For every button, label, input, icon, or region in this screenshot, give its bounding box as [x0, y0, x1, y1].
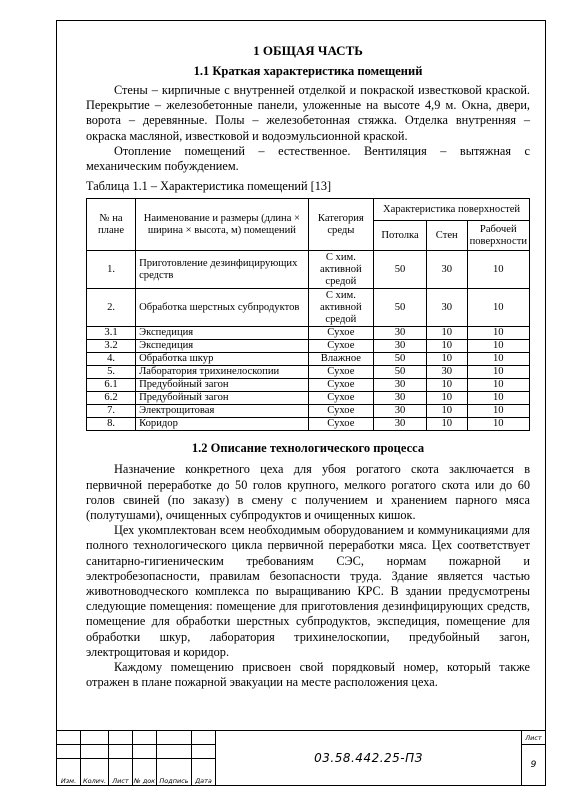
cell-num: 3.1 — [87, 327, 136, 340]
cell-name: Приготовление дезинфицирующих средств — [136, 251, 309, 289]
cell-category: Сухое — [308, 392, 373, 405]
col-header-name: Наименование и размеры (длина × ширина × высота, м) помещений — [136, 199, 309, 251]
cell-category: Сухое — [308, 327, 373, 340]
table-row — [87, 289, 530, 327]
cell-work-surface: 10 — [467, 353, 529, 366]
stamp-cell — [133, 745, 157, 759]
table-row — [87, 327, 530, 340]
stamp-cell — [81, 745, 109, 759]
cell-walls: 10 — [426, 418, 467, 431]
rooms-table — [86, 198, 530, 431]
stamp-izm-label: Изм. — [57, 759, 81, 786]
cell-num: 1. — [87, 251, 136, 289]
cell-work-surface: 10 — [467, 379, 529, 392]
document-number: 03.58.442.25-ПЗ — [216, 731, 522, 786]
sheet-number: 9 — [522, 745, 546, 786]
cell-name: Лаборатория трихинелоскопии — [136, 366, 309, 379]
subsection-heading-1-1: 1.1 Краткая характеристика помещений — [193, 64, 423, 78]
col-header-category: Категория среды — [308, 199, 373, 251]
sheet-label: Лист — [522, 731, 546, 745]
stamp-cell — [57, 731, 81, 745]
cell-ceiling: 30 — [374, 405, 427, 418]
paragraph-walls: Стены – кирпичные с внутренней отделкой и покраской известковой краской. Перекрытие – железобетонные панели, уложенные на высоте 4,9 м. Окна, двери, ворота – деревянные. Полы – железобетонная стяжка. Отделка внутренняя – окраска масляной, известковой и водоэмульсионной краской. — [86, 83, 530, 143]
stamp-cell — [157, 745, 192, 759]
cell-walls: 30 — [426, 366, 467, 379]
table-row — [87, 340, 530, 353]
cell-work-surface: 10 — [467, 405, 529, 418]
paragraph-heating: Отопление помещений – естественное. Вентиляция – вытяжная с механическим побуждением. — [86, 143, 530, 174]
cell-work-surface: 10 — [467, 289, 529, 327]
stamp-cell — [192, 731, 216, 745]
cell-num: 4. — [87, 353, 136, 366]
stamp-cell — [109, 745, 133, 759]
cell-category: Сухое — [308, 405, 373, 418]
table-row — [87, 353, 530, 366]
table-row — [87, 366, 530, 379]
stamp-cell — [109, 731, 133, 745]
cell-ceiling: 50 — [374, 289, 427, 327]
cell-category: Сухое — [308, 340, 373, 353]
cell-work-surface: 10 — [467, 251, 529, 289]
table-row — [87, 418, 530, 431]
table-caption: Таблица 1.1 – Характеристика помещений [13] — [86, 179, 332, 194]
cell-walls: 30 — [426, 289, 467, 327]
col-header-num: № на плане — [87, 199, 136, 251]
col-header-work-surface: Рабочей поверхности — [467, 221, 529, 251]
cell-category: С хим. активной средой — [308, 289, 373, 327]
cell-name: Экспедиция — [136, 340, 309, 353]
cell-num: 6.2 — [87, 392, 136, 405]
cell-name: Предубойный загон — [136, 392, 309, 405]
cell-ceiling: 50 — [374, 353, 427, 366]
cell-ceiling: 30 — [374, 392, 427, 405]
cell-work-surface: 10 — [467, 418, 529, 431]
table-row — [87, 405, 530, 418]
paragraph-numbering: Каждому помещению присвоен свой порядковый номер, который также отражен в плане пожарной эвакуации на месте расположения цеха. — [86, 660, 530, 690]
cell-work-surface: 10 — [467, 340, 529, 353]
cell-name: Обработка шерстных субпродуктов — [136, 289, 309, 327]
stamp-kolch-label: Колич. — [81, 759, 109, 786]
cell-name: Коридор — [136, 418, 309, 431]
table-row — [87, 251, 530, 289]
cell-ceiling: 30 — [374, 418, 427, 431]
cell-work-surface: 10 — [467, 327, 529, 340]
cell-ceiling: 50 — [374, 366, 427, 379]
paragraph-purpose: Назначение конкретного цеха для убоя рогатого скота заключается в первичной переработке до 50 голов крупного, мелкого рогатого скота или до 60 голов свиней (по заказу) в смену с получением и хранением парного мяса (полутушами), очищенных субпродуктов и очищенных кишок. — [86, 462, 530, 523]
cell-num: 7. — [87, 405, 136, 418]
cell-walls: 10 — [426, 353, 467, 366]
cell-walls: 10 — [426, 340, 467, 353]
stamp-cell — [57, 745, 81, 759]
table-row — [87, 379, 530, 392]
stamp-cell — [157, 731, 192, 745]
cell-walls: 30 — [426, 251, 467, 289]
cell-num: 2. — [87, 289, 136, 327]
col-header-surfaces: Характеристика поверхностей — [374, 199, 530, 221]
cell-num: 6.1 — [87, 379, 136, 392]
cell-num: 5. — [87, 366, 136, 379]
col-header-ceiling: Потолка — [374, 221, 427, 251]
cell-category: Влажное — [308, 353, 373, 366]
paragraph-equipment: Цех укомплектован всем необходимым оборудованием и коммуникациями для полного технологического цикла первичной переработки мяса. Цех соответствует санитарно-гигиеническим требованиям СЭС, нормам пожарной и электробезопасности, правилам безопасности труда. Здание является частью животноводческого комплекса по выращиванию КРС. В здании предусмотрены следующие помещения: помещение для приготовления дезинфицирующих средств, помещение для обработки шерстных субпродуктов, экспедиция, помещение для обработки шкур, лаборатория трихинелоскопии, предубойный загон, электрощитовая и коридор. — [86, 523, 530, 659]
cell-category: Сухое — [308, 379, 373, 392]
cell-category: Сухое — [308, 366, 373, 379]
cell-name: Предубойный загон — [136, 379, 309, 392]
cell-walls: 10 — [426, 392, 467, 405]
cell-name: Электрощитовая — [136, 405, 309, 418]
cell-ceiling: 50 — [374, 251, 427, 289]
cell-walls: 10 — [426, 379, 467, 392]
stamp-cell — [81, 731, 109, 745]
stamp-ndok-label: № док — [133, 759, 157, 786]
subsection-heading-1-2: 1.2 Описание технологического процесса — [191, 441, 425, 456]
cell-num: 3.2 — [87, 340, 136, 353]
table-row — [87, 392, 530, 405]
cell-work-surface: 10 — [467, 366, 529, 379]
title-block-stamp — [56, 730, 546, 786]
page-content — [86, 38, 530, 690]
section-heading: 1 ОБЩАЯ ЧАСТЬ — [253, 43, 363, 58]
stamp-cell — [133, 731, 157, 745]
cell-category: С хим. активной средой — [308, 251, 373, 289]
cell-name: Экспедиция — [136, 327, 309, 340]
stamp-cell — [192, 745, 216, 759]
col-header-walls: Стен — [426, 221, 467, 251]
cell-ceiling: 30 — [374, 340, 427, 353]
cell-category: Сухое — [308, 418, 373, 431]
cell-name: Обработка шкур — [136, 353, 309, 366]
cell-work-surface: 10 — [467, 392, 529, 405]
cell-walls: 10 — [426, 405, 467, 418]
stamp-list-label: Лист — [109, 759, 133, 786]
cell-num: 8. — [87, 418, 136, 431]
stamp-signature-label: Подпись — [157, 759, 192, 786]
cell-ceiling: 30 — [374, 379, 427, 392]
cell-walls: 10 — [426, 327, 467, 340]
stamp-date-label: Дата — [192, 759, 216, 786]
cell-ceiling: 30 — [374, 327, 427, 340]
